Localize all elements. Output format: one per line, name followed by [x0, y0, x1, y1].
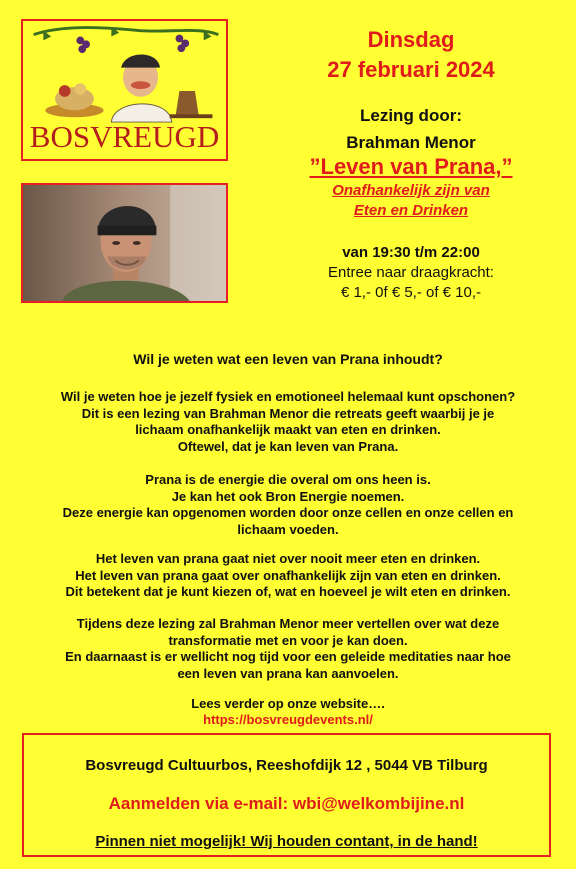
payment-notice: Pinnen niet mogelijk! Wij houden contant, in de hand!: [95, 833, 478, 850]
talk-subtitle-line2: Eten en Drinken: [353, 202, 469, 219]
lecture-by-label: Lezing door:: [360, 106, 462, 125]
paragraph-line: lichaam voeden.: [237, 521, 339, 537]
bosvreugd-logo: [21, 19, 228, 161]
signup-email[interactable]: Aanmelden via e-mail: wbi@welkombijine.nl: [108, 794, 465, 813]
venue-address: Bosvreugd Cultuurbos, Reeshofdijk 12 , 5044 VB Tilburg: [85, 757, 488, 774]
paragraph-line: een leven van prana kan aanvoelen.: [177, 665, 399, 681]
paragraph-line: Prana is de energie die overal om ons heen is.: [145, 472, 431, 487]
paragraph-line: lichaam onafhankelijk maakt van eten en drinken.: [135, 422, 441, 437]
paragraph-3: [20, 551, 556, 601]
footer-info-box: [22, 733, 551, 857]
entry-prices: € 1,- 0f € 5,- of € 10,-: [340, 284, 482, 301]
paragraph-line: Dit betekent dat je kunt kiezen of, wat en hoeveel je wilt eten en drinken.: [65, 584, 511, 599]
paragraph-4: [20, 616, 556, 682]
paragraph-2: [20, 472, 556, 538]
paragraph-line: Oftewel, dat je kan leven van Prana.: [177, 438, 399, 454]
website-link[interactable]: https://bosvreugdevents.nl/: [203, 712, 373, 727]
event-date: 27 februari 2024: [327, 57, 495, 82]
paragraph-line: Tijdens deze lezing zal Brahman Menor meer vertellen over wat deze: [76, 616, 500, 631]
read-more-text: Lees verder op onze website….: [191, 696, 385, 711]
paragraph-1: [20, 389, 556, 455]
intro-question: Wil je weten wat een leven van Prana inhoudt?: [133, 351, 443, 367]
paragraph-line: Het leven van prana gaat over onafhankelijk zijn van eten en drinken.: [75, 567, 501, 583]
talk-subtitle-line1: Onafhankelijk zijn van: [332, 182, 490, 199]
paragraph-line: transformatie met en voor je kan doen.: [168, 632, 408, 648]
paragraph-line: En daarnaast is er wellicht nog tijd voor een geleide meditaties naar hoe: [65, 649, 511, 664]
event-time: van 19:30 t/m 22:00: [342, 244, 480, 261]
speaker-portrait-image: [23, 185, 226, 301]
event-day: Dinsdag: [367, 27, 455, 52]
speaker-name: Brahman Menor: [346, 133, 476, 152]
paragraph-line: Wil je weten hoe je jezelf fysiek en emotioneel helemaal kunt opschonen?: [60, 389, 516, 404]
paragraph-line: Je kan het ook Bron Energie noemen.: [171, 488, 405, 504]
paragraph-line: Deze energie kan opgenomen worden door onze cellen en onze cellen en: [62, 505, 514, 520]
paragraph-line: Het leven van prana gaat niet over nooit meer eten en drinken.: [95, 551, 481, 566]
logo-wordmark: BOSVREUGD: [29, 119, 220, 154]
talk-title: ”Leven van Prana,”: [309, 154, 513, 179]
entry-fee-label: Entree naar draagkracht:: [328, 264, 494, 281]
paragraph-line: Dit is een lezing van Brahman Menor die retreats geeft waarbij je je: [81, 405, 495, 421]
speaker-photo: [21, 183, 228, 303]
